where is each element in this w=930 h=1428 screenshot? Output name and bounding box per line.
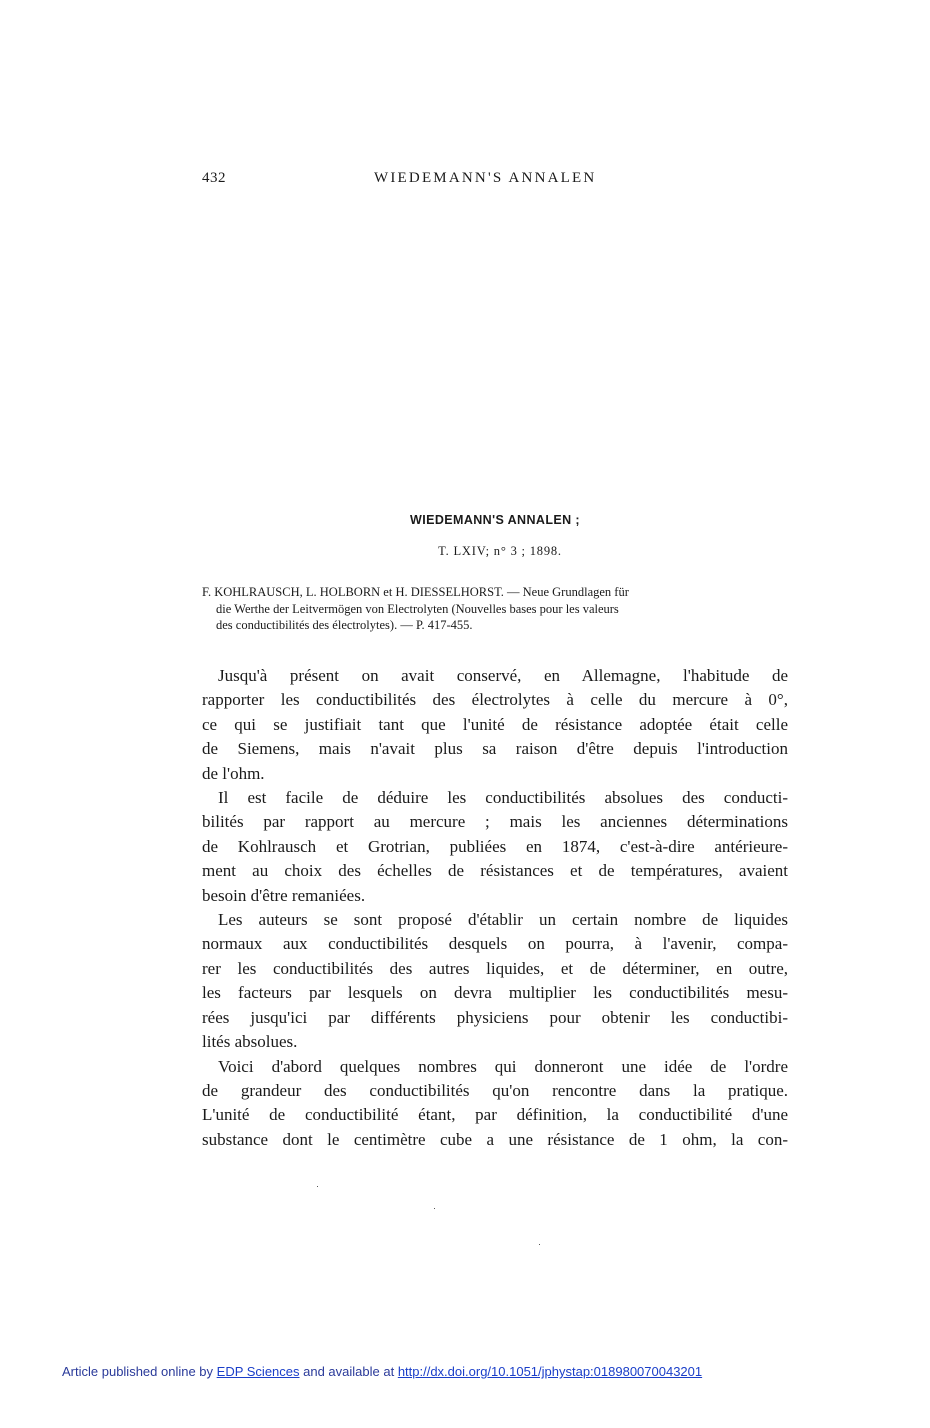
text-line: rées jusqu'ici par différents physiciens pour obtenir les conductibi-	[202, 1007, 788, 1027]
doi-link[interactable]: http://dx.doi.org/10.1051/jphystap:018980070043201	[397, 1364, 703, 1379]
text-line: Jusqu'à présent on avait conservé, en Allemagne, l'habitude de	[218, 666, 788, 685]
footer-prefix: Article published online by	[62, 1364, 217, 1379]
article-body	[202, 664, 788, 1152]
reference-line: des conductibilités des électrolytes). — P. 417-455.	[216, 618, 473, 632]
reference-line: F. KOHLRAUSCH, L. HOLBORN et H. DIESSELHORST. — Neue Grundlagen für	[202, 585, 629, 599]
text-line: rer les conductibilités des autres liquides, et de déterminer, en outre,	[202, 958, 788, 978]
section-heading: WIEDEMANN'S ANNALEN ;	[410, 513, 580, 527]
reference-line: die Werthe der Leitvermögen von Electrolyten (Nouvelles bases pour les valeurs	[216, 601, 619, 616]
publisher-link[interactable]: EDP Sciences	[216, 1364, 300, 1379]
paragraph	[202, 786, 788, 908]
volume-line: T. LXIV; n° 3 ; 1898.	[438, 544, 562, 558]
page-number: 432	[202, 170, 226, 186]
text-line: normaux aux conductibilités desquels on pourra, à l'avenir, compa-	[202, 934, 788, 954]
scan-speck	[434, 1208, 435, 1209]
text-line: bilités par rapport au mercure ; mais les anciennes déterminations	[202, 812, 788, 832]
publication-footer	[62, 1364, 702, 1379]
text-line: Il est facile de déduire les conductibilités absolues des conducti-	[218, 788, 788, 808]
text-line: ment au choix des échelles de résistances et de températures, avaient	[202, 861, 788, 881]
paragraph	[202, 908, 788, 1054]
text-line: besoin d'être remaniées.	[202, 885, 366, 905]
text-line: rapporter les conductibilités des électrolytes à celle du mercure à 0°,	[202, 690, 788, 710]
text-line: Les auteurs se sont proposé d'établir un certain nombre de liquides	[218, 910, 788, 930]
journal-title: WIEDEMANN'S ANNALEN	[374, 170, 597, 186]
footer-middle: and available at	[299, 1364, 398, 1379]
paragraph	[202, 664, 788, 786]
text-line: de Kohlrausch et Grotrian, publiées en 1874, c'est-à-dire antérieure-	[202, 836, 788, 856]
text-line: ce qui se justifiait tant que l'unité de résistance adoptée était celle	[202, 714, 788, 734]
text-line: L'unité de conductibilité étant, par définition, la conductibilité d'une	[202, 1105, 788, 1125]
scan-speck	[539, 1244, 540, 1245]
scan-speck	[317, 1186, 318, 1187]
paragraph	[202, 1055, 788, 1153]
text-line: Voici d'abord quelques nombres qui donneront une idée de l'ordre	[218, 1056, 788, 1076]
bibliographic-reference	[202, 584, 788, 634]
running-head	[202, 170, 622, 190]
text-line: substance dont le centimètre cube a une résistance de 1 ohm, la con-	[202, 1129, 788, 1149]
text-line: de l'ohm.	[202, 763, 265, 783]
text-line: de Siemens, mais n'avait plus sa raison d'être depuis l'introduction	[202, 739, 788, 759]
text-line: lités absolues.	[202, 1032, 298, 1052]
text-line: de grandeur des conductibilités qu'on rencontre dans la pratique.	[202, 1080, 788, 1100]
text-line: les facteurs par lesquels on devra multiplier les conductibilités mesu-	[202, 983, 788, 1003]
